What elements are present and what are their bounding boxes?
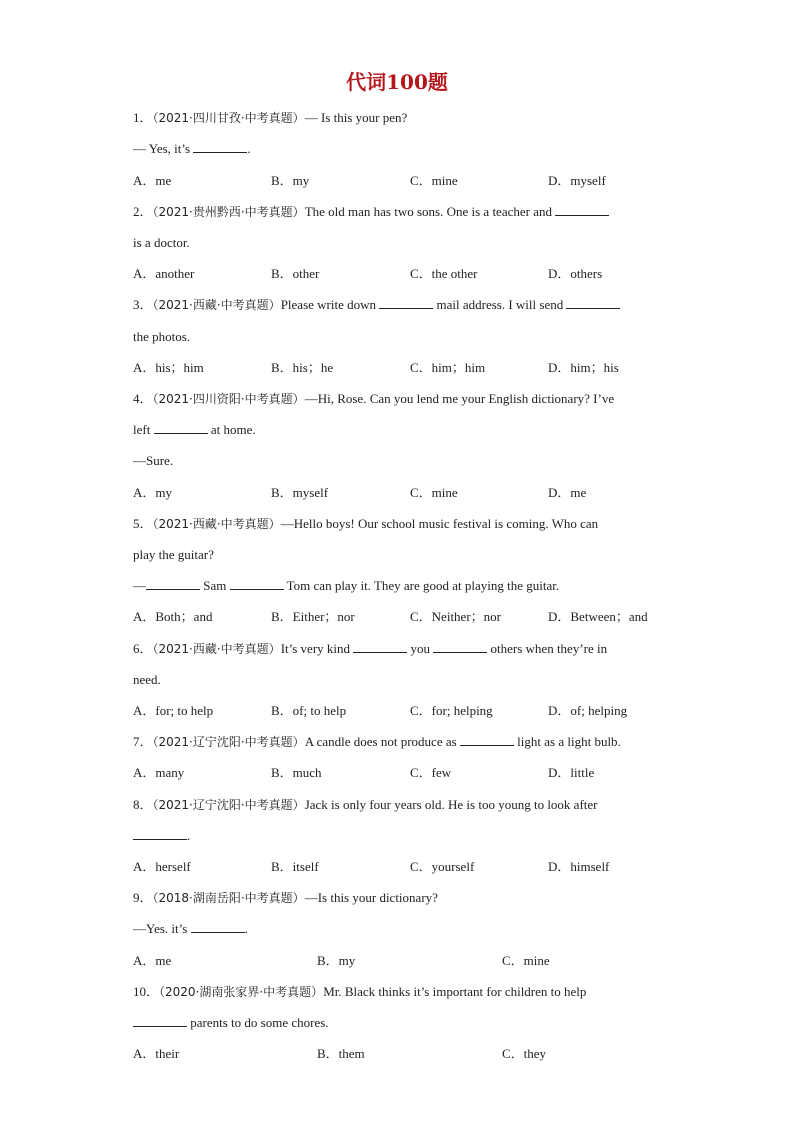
question-text: parents to do some chores.	[187, 1015, 329, 1030]
option-b: B．of; to help	[271, 703, 347, 718]
question-1-line-2	[133, 141, 251, 157]
option-c: C．few	[410, 765, 452, 780]
option-c: C．the other	[410, 266, 478, 281]
answer-blank	[379, 297, 433, 309]
option-b: B．Either；nor	[271, 609, 355, 624]
option-a: A．their	[133, 1046, 180, 1061]
question-text: —Hi, Rose. Can you lend me your English dictionary? I’ve	[304, 391, 615, 406]
answer-blank	[133, 1015, 187, 1027]
question-number: 4．	[133, 391, 153, 406]
option-c: C．mine	[410, 173, 458, 188]
option-d: D．Between；and	[548, 609, 648, 624]
answer-blank	[433, 641, 487, 653]
question-10-line-2	[133, 1015, 329, 1031]
option-b: B．my	[271, 173, 310, 188]
question-9	[133, 890, 438, 906]
question-3-line-2	[133, 329, 190, 345]
question-text: — Yes, it’s	[133, 141, 194, 156]
page-title: 代词100题	[346, 70, 448, 94]
question-text: .	[187, 828, 191, 843]
question-text: The old man has two sons. One is a teacher and	[304, 204, 556, 219]
question-1	[133, 110, 407, 126]
question-text: Please write down	[280, 297, 380, 312]
question-source: （2021·西藏·中考真题）	[152, 517, 281, 531]
question-text: Tom can play it. They are good at playing the guitar.	[283, 578, 560, 593]
question-5-line-2	[133, 547, 214, 563]
option-c: C．him；him	[410, 360, 486, 375]
question-text: need.	[133, 672, 161, 687]
option-b: B．my	[317, 953, 356, 968]
question-text: —Yes. it’s	[133, 921, 191, 936]
question-text: others when they’re in	[487, 641, 608, 656]
option-a: A．another	[133, 266, 195, 281]
answer-blank	[133, 828, 187, 840]
question-number: 7．	[133, 734, 153, 749]
option-a: A．my	[133, 485, 173, 500]
question-text: mail address. I will send	[433, 297, 567, 312]
question-number: 1．	[133, 110, 153, 125]
option-b: B．them	[317, 1046, 365, 1061]
question-text: at home.	[207, 422, 256, 437]
question-text: Sam	[200, 578, 230, 593]
question-number: 3．	[133, 297, 153, 312]
answer-blank	[191, 921, 245, 933]
question-4-line-3	[133, 453, 173, 469]
option-b: B．myself	[271, 485, 329, 500]
option-a: A．his；him	[133, 360, 204, 375]
question-text: left	[133, 422, 154, 437]
option-d: D．me	[548, 485, 587, 500]
question-2-line-2	[133, 235, 190, 251]
question-text: Jack is only four years old. He is too young to look after	[304, 797, 598, 812]
option-a: A．Both；and	[133, 609, 213, 624]
question-source: （2021·四川甘孜·中考真题）	[152, 111, 305, 125]
option-d: D．him；his	[548, 360, 619, 375]
answer-blank	[353, 641, 407, 653]
option-c: C．they	[502, 1046, 547, 1061]
option-a: A．for; to help	[133, 703, 214, 718]
question-text: play the guitar?	[133, 547, 214, 562]
question-4	[133, 391, 614, 407]
option-b: B．other	[271, 266, 320, 281]
question-text: .	[244, 921, 248, 936]
answer-blank	[230, 578, 284, 590]
question-source: （2021·西藏·中考真题）	[152, 642, 281, 656]
question-8-line-2	[133, 828, 190, 844]
answer-blank	[555, 204, 609, 216]
question-number: 2．	[133, 204, 153, 219]
question-5	[133, 516, 598, 532]
question-source: （2021·辽宁沈阳·中考真题）	[152, 798, 305, 812]
option-c: C．mine	[502, 953, 550, 968]
question-text: A candle does not produce as	[304, 734, 460, 749]
question-text: It’s very kind	[280, 641, 354, 656]
answer-blank	[193, 141, 247, 153]
question-text: —Hello boys! Our school music festival is coming. Who can	[280, 516, 599, 531]
question-text: —Sure.	[133, 453, 174, 468]
question-number: 10．	[133, 984, 160, 999]
question-source: （2021·四川资阳·中考真题）	[152, 392, 305, 406]
option-a: A．me	[133, 953, 172, 968]
question-text: — Is this your pen?	[304, 110, 408, 125]
answer-blank	[460, 734, 514, 746]
question-2	[133, 204, 609, 220]
question-4-line-2	[133, 422, 256, 438]
option-c: C．mine	[410, 485, 458, 500]
question-7	[133, 734, 621, 750]
question-text: —Is this your dictionary?	[304, 890, 438, 905]
option-a: A．me	[133, 173, 172, 188]
question-5-line-3	[133, 578, 559, 594]
option-d: D．myself	[548, 173, 606, 188]
question-text: —	[133, 578, 146, 593]
question-text: light as a light bulb.	[513, 734, 621, 749]
question-source: （2021·贵州黔西·中考真题）	[152, 205, 305, 219]
question-source: （2018·湖南岳阳·中考真题）	[152, 891, 305, 905]
question-text: the photos.	[133, 329, 191, 344]
question-9-line-2	[133, 921, 248, 937]
question-6-line-2	[133, 672, 161, 688]
option-c: C．Neither；nor	[410, 609, 501, 624]
option-d: D．himself	[548, 859, 610, 874]
question-text: Mr. Black thinks it’s important for children to help	[323, 984, 587, 999]
option-a: A．many	[133, 765, 185, 780]
option-d: D．of; helping	[548, 703, 628, 718]
option-a: A．herself	[133, 859, 191, 874]
answer-blank	[154, 422, 208, 434]
question-10	[133, 984, 586, 1000]
question-text: you	[407, 641, 434, 656]
question-3	[133, 297, 620, 313]
question-number: 8．	[133, 797, 153, 812]
question-text: is a doctor.	[133, 235, 190, 250]
option-b: B．his；he	[271, 360, 334, 375]
question-6	[133, 641, 607, 657]
question-text: .	[247, 141, 251, 156]
question-source: （2021·西藏·中考真题）	[152, 298, 281, 312]
question-number: 9．	[133, 890, 153, 905]
question-number: 6．	[133, 641, 153, 656]
question-source: （2020·湖南张家界·中考真题）	[159, 985, 324, 999]
answer-blank	[146, 578, 200, 590]
question-8	[133, 797, 598, 813]
option-b: B．itself	[271, 859, 319, 874]
question-source: （2021·辽宁沈阳·中考真题）	[152, 735, 305, 749]
option-c: C．yourself	[410, 859, 475, 874]
option-b: B．much	[271, 765, 322, 780]
option-d: D．others	[548, 266, 603, 281]
answer-blank	[566, 297, 620, 309]
option-d: D．little	[548, 765, 595, 780]
option-c: C．for; helping	[410, 703, 493, 718]
question-number: 5．	[133, 516, 153, 531]
